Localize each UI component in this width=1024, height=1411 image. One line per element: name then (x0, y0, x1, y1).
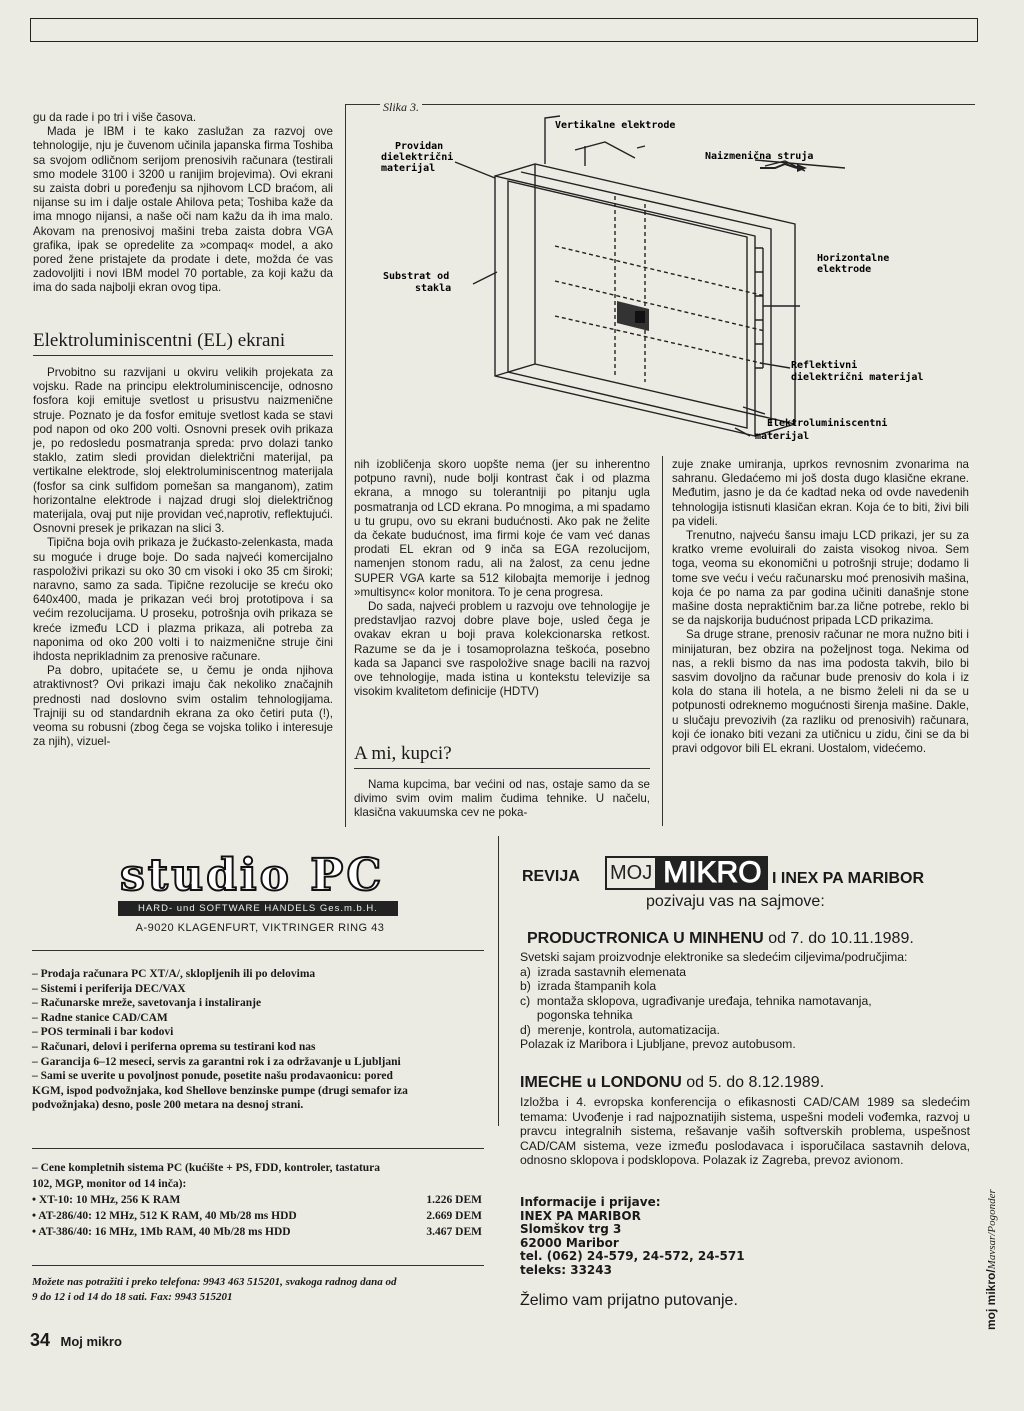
price-value: 3.467 DEM (426, 1226, 482, 1238)
paragraph: nih izobličenja skoro uopšte nema (jer su inherentno potpuno ravni), nude bolji kontrast čak i od plazma ekrana, a mnogo su tolerantniji po pitanju ugla posmatranja od LCD ekrana. Po mnogima, a mi spadamo u tu grupu, ovo su ekrani budućnosti. Ako pak ne želite da čekate budućnost, ima firmi koje će vam već danas prodati EL ekran od 9 inča sa EGA rezolucijom, namenjen stonom radu, ali na žalost, za cenu jedne SUPER VGA karte sa 512 kilobajta memorije i jednog »multisync« kolor monitora. To je cena progresa. (354, 458, 650, 599)
studio-banner: HARD- und SOFTWARE HANDELS Ges.m.b.H. (118, 901, 398, 916)
list-item: KGM, ispod podvožnjaka, kod Shellove benzinske pumpe (drugi semafor iza (32, 1084, 408, 1097)
list-item: b) izrada štampanih kola (520, 979, 657, 993)
label-reflective-2: dielektrični materijal (791, 372, 924, 383)
event-intro: Svetski sajam proizvodnje elektronike sa sledećim ciljevima/područjima: (520, 950, 908, 964)
label-transparent-2: dielektrični (381, 152, 454, 163)
list-item: – Prodaja računara PC XT/A/, sklopljenih ili po delovima (32, 968, 316, 980)
paragraph: Do sada, najveći problem u razvoju ove tehnologije je predstavljao razvoj dobre plave boje, usled čega je ovakav ekran u boji prava kolekcionarska retkost. Razume se da je i tosamoprolazna teškoća, posebno kada sa Japanci sve raspoložive snage bacili na razvoj ove tehnologije, mada istina u kontekstu televizije sa visokim kvalitetom definicije (HDTV) (354, 600, 650, 699)
price-value: 1.226 DEM (426, 1194, 482, 1206)
prices-intro: – Cene kompletnih sistema PC (kućište + PS, FDD, kontroler, tastatura (32, 1162, 381, 1174)
heading-underline (33, 355, 333, 356)
label-vertical: Vertikalne elektrode (555, 120, 676, 131)
magazine-name: Moj mikro (60, 1334, 122, 1349)
list-item: a) izrada sastavnih elemenata (520, 964, 686, 979)
label-substrate-1: Substrat od (383, 271, 450, 282)
list-item: – Sami se uverite u povoljnost ponude, posetite našu prodavaonicu: pored (32, 1070, 393, 1083)
studio-pc-logo: studio PC (120, 850, 385, 901)
list-item: – POS terminali i bar kodovi (32, 1026, 174, 1039)
studio-services (32, 967, 484, 1113)
list-item: d) merenje, kontrola, automatizacija. (520, 1022, 720, 1037)
event-2-body (520, 1095, 970, 1168)
contact-block (520, 1196, 745, 1277)
price-item: • XT-10: 10 MHz, 256 K RAM (32, 1194, 181, 1206)
event-title: PRODUCTRONICA U MINHENU (527, 930, 764, 947)
section-heading-kupci: A mi, kupci? (354, 743, 452, 764)
event-text: Izložba i 4. evropska konferencija o efikasnosti CAD/CAM 1989 sa sledećim temama: Uvođenje i rad najpoznatijih sistema, uspešni modeli vođemka, razvoj u pravcu integralnih sistema, rešavanje vaših softverskih problema, uspešnost CAD/CAM sistema, veze između poslodavaca i isporučilaca sastavnih delova, odnosno sklopova i podsklopova. Polazak iz Zagreba, prevoz avionom. (520, 1095, 970, 1167)
list-item: – Sistemi i periferija DEC/VAX (32, 982, 186, 995)
el-display-diagram (345, 106, 975, 451)
paragraph: Prvobitno su razvijani u okviru velikih projekata za vojsku. Rade na principu elektroluminiscencije, odnosno fosfora koji emituje svetlost u prisustvu naizmenične struje. Poznato je da fosfor emituje svetlost kada se stavi pod napon od oko 200 volti. Osnovni presek ovih prikaza je, po redosledu posmatranja spreda: prvo dolazi tanko staklo, zatim sledi providan dielektrični materijal, pa vertikalne elektrode, sloj elektroluminiscentnog materijala (fosfor sa cink sulfidom pomešan sa manganom), zatim horizontalne elektrode i najzad drugi sloj dielektričnog materijala, ovaj put nije providan već,naprotiv, reflektujući. Osnovni presek je prikazan na slici 3. (33, 366, 333, 536)
label-substrate-2: stakla (415, 283, 452, 294)
inex-label: I INEX PA MARIBOR (772, 870, 925, 887)
label-reflective-1: Reflektivni (791, 360, 858, 371)
price-row (32, 1224, 482, 1240)
contact-line: tel. (062) 24-579, 24-572, 24-571 (520, 1249, 745, 1263)
prices-intro: 102, MGP, monitor od 14 inča): (32, 1178, 187, 1190)
section-heading-el: Elektroluminiscentni (EL) ekrani (33, 330, 286, 351)
paragraph: Nama kupcima, bar većini od nas, ostaje samo da se divimo svim ovim malim čudima tehnike. U načelu, klasična vakuumska cev ne poka- (354, 778, 650, 820)
event-2-title (520, 1074, 824, 1092)
studio-rule (32, 950, 484, 951)
studio-rule (32, 1265, 484, 1266)
page-number: 34 (30, 1330, 51, 1350)
column-3 (672, 458, 969, 756)
label-horizontal-1: Horizontalne (817, 253, 890, 264)
event-note: Polazak iz Maribora i Ljubljane, prevoz autobusom. (520, 1037, 796, 1051)
label-el-2: materijal (755, 431, 810, 442)
studio-contact-note (32, 1275, 482, 1305)
contact-line: 62000 Maribor (520, 1235, 619, 1250)
figure-caption: Slika 3. (380, 100, 422, 115)
list-item: – Računari, delovi i periferna oprema su testirani kod nas (32, 1040, 316, 1053)
farewell-text: Želimo vam prijatno putovanje. (520, 1292, 738, 1309)
ad-divider (498, 836, 499, 1126)
label-ac: Naizmenična struja (705, 151, 814, 162)
studio-prices (32, 1160, 482, 1240)
contact-line: Informacije i prijave: (520, 1195, 661, 1209)
column-1-el (33, 366, 333, 749)
studio-rule (32, 1148, 484, 1149)
price-item: • AT-286/40: 12 MHz, 512 K RAM, 40 Mb/28 ms HDD (32, 1210, 297, 1222)
paragraph: Trenutno, najveću šansu imaju LCD prikazi, jer su za kratko vreme evoluirali do zaista visokog nivoa. Sem toga, veoma su ekonomični u potrošnji struje; dodamo li tome sve veću i veću računarsku moć prenosivih mašina, koja će po nama za par godina učiniti današnje stone mašine dosta nepraktičnim bar.za lične potrebe, reklo bi se da najskorija budućnost pripada LCD prikazima. (672, 529, 969, 628)
price-row (32, 1192, 482, 1208)
event-1-title (527, 930, 914, 948)
list-item: c) montaža sklopova, ugrađivanje uređaja, tehnika namotavanja, (520, 993, 872, 1008)
label-transparent-1: Providan (395, 141, 444, 152)
list-item: pogonska tehnika (520, 1008, 633, 1022)
paragraph: Tipična boja ovih prikaza je žućkasto-zelenkasta, mada su moguće i druge boje. Do sada najveći komercijalno raspoloživi prikazi su oko 30 cm visoki i oko 35 cm široki; naravno, samo za sada. Tipične rezolucije se kreću oko 640x400, mada je prikazan veći broj prototipova i sa većim rezolucijama. U proseku, potrošnja ovih prikaza se kreće između LCD i plazma prikaza, ali potreba za naponima od oko 200 volti i to naizmenične struje čini ihdosta neprikladnim za prenosive računare. (33, 536, 333, 664)
page-footer (30, 1330, 122, 1351)
price-item: • AT-386/40: 16 MHz, 1Mb RAM, 40 Mb/28 ms HDD (32, 1226, 291, 1238)
label-horizontal-2: elektrode (817, 264, 872, 275)
event-1-body (520, 950, 970, 1052)
price-row (32, 1208, 482, 1224)
note-line: 9 do 12 i od 14 do 18 sati. Fax: 9943 515201 (32, 1291, 233, 1303)
side-credit (984, 1189, 998, 1330)
moj-mikro-logo (605, 856, 768, 890)
paragraph: zuje znake umiranja, uprkos revnosnim zvonarima na sahranu. Gledaćemo mi još dosta dugo klasične ekrane. Međutim, jasno je da će kadtad neka od ovde navedenih tehnologija istisnuti klasičan ekran. Koja će to biti, živi bili pa videli. (672, 458, 969, 528)
logo-mikro: MIKRO (657, 856, 767, 890)
column-2 (354, 458, 650, 699)
studio-address: A-9020 KLAGENFURT, VIKTRINGER RING 43 (135, 922, 385, 934)
contact-line: INEX PA MARIBOR (520, 1208, 641, 1223)
event-dates: od 7. do 10.11.1989. (768, 930, 914, 947)
column-2-kupci (354, 778, 650, 821)
top-frame (30, 18, 978, 42)
column-divider (662, 456, 663, 826)
list-item: – Garancija 6–12 meseci, servis za garantni rok i za održavanje u Ljubljani (32, 1055, 401, 1068)
label-transparent-3: materijal (381, 163, 436, 174)
heading-underline (354, 768, 650, 769)
event-dates: od 5. do 8.12.1989. (686, 1074, 825, 1091)
event-title: IMECHE u LONDONU (520, 1074, 682, 1091)
list-item: – Računarske mreže, savetovanja i instaliranje (32, 997, 262, 1010)
list-item: – Radne stanice CAD/CAM (32, 1011, 168, 1024)
paragraph: Pa dobro, upitaćete se, u čemu je onda njihova atraktivnost? Ovi prikazi imaju čak nekoliko značajnih prednosti nad doslovno svim ostalim tehnologijama. Trajniji su od standardnih ekrana za oko četiri puta (!), veoma su robusni (zbog čega se vojska toliko i interesuje za njih), vizuel- (33, 664, 333, 749)
price-value: 2.669 DEM (426, 1210, 482, 1222)
figure-top-rule (345, 104, 975, 105)
paragraph: Sa druge strane, prenosiv računar ne mora nužno biti i minijaturan, bez obzira na poželjnost toga. Nekima od nas, a rekli bismo da nas ima podosta takvih, bilo bi sasvim dovoljno da računar bude prenosiv do kola i iz kola do stana ili hotela, a ne bismo želeli ni da se u potpunosti odreknemo mogućnosti širenja mašine. Dakle, u slučaju prevozivih (za razliku od prenosivih) računara, koji će ionako biti vezani za utičnicu u zidu, čini se da bi pravi odgovor bili EL ekrani. Uostalom, videćemo. (672, 628, 969, 756)
contact-line: teleks: 33243 (520, 1262, 612, 1277)
list-item: podvožnjaka) desno, posle 200 metara na desnoj strani. (32, 1099, 304, 1112)
label-el-1: Elektroluminiscentni (767, 418, 888, 429)
logo-moj: MOJ (605, 856, 657, 890)
note-line: Možete nas potražiti i preko telefona: 9943 463 515201, svakoga radnog dana od (32, 1276, 397, 1288)
contact-line: Slomškov trg 3 (520, 1222, 622, 1236)
revija-label: REVIJA (522, 868, 580, 885)
invite-text: pozivaju vas na sajmove: (646, 893, 825, 910)
paragraph: gu da rade i po tri i više časova. (33, 111, 197, 124)
paragraph: Mada je IBM i te kako zaslužan za razvoj ove tehnologije, nju je čuvenom učinila japanska firma Toshiba sa svojom odličnom serijom prenosivih računara (testirali smo modele 3100 i 3200 u ranijim brojevima). Ovi ekrani su zaista dobri u poređenju sa njihovom LCD braćom, ali nijanse su im i dalje ostale Ahilova peta; Toshiba kaže da ima mnogo nijansi, a naše oči nam kažu da ih ima malo. Akovam na prenosivoj mašini treba zaista dobra VGA grafika, ipak se opredelite za »compaq« model, a ako pored žene pristajete da prodate i dete, možda će vas zadovoljiti i novi IBM model 70 portable, za koji kažu da ima do sada najbolji ekran ovog tipa. (33, 125, 333, 295)
side-author: Mavsar/Pogonder (986, 1189, 998, 1270)
side-brand: moj mikro/ (984, 1269, 998, 1330)
column-1-intro (33, 111, 333, 296)
